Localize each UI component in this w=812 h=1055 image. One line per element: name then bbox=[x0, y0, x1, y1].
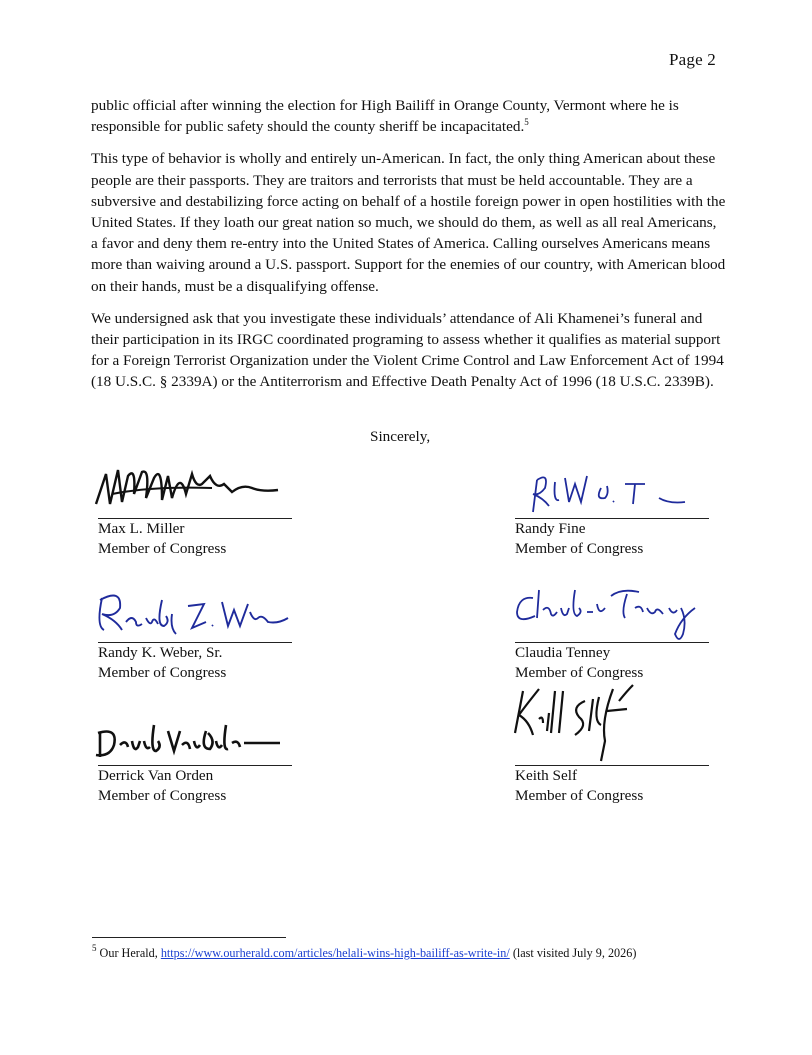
signature-derrick-van-orden bbox=[92, 701, 292, 771]
signature-keith-self bbox=[509, 681, 709, 771]
footnote-visited: (last visited July 9, 2026) bbox=[512, 946, 637, 960]
footnote bbox=[92, 945, 742, 961]
signer-title: Member of Congress bbox=[515, 540, 644, 557]
signature-block-1 bbox=[98, 462, 298, 559]
paragraph-1 bbox=[91, 95, 727, 137]
signature-block-3 bbox=[98, 586, 298, 683]
signature-claudia-tenney bbox=[509, 568, 709, 648]
signature-max-miller bbox=[92, 454, 292, 524]
paragraph-3: We undersigned ask that you investigate these individuals’ attendance of Ali Khamenei’s funeral and their participation in its IRGC coordinated programing to assess whether it qualifies as material support for a Foreign Terrorist Organization under the Violent Crime Control and Law Enforcement Act of 1994 (18 U.S.C. § 2339A) or the Antiterrorism and Effective Death Penalty Act of 1996 (18 U.S.C. 2339B). bbox=[91, 309, 724, 391]
signer-title: Member of Congress bbox=[515, 787, 644, 804]
signer-name: Randy Fine bbox=[515, 520, 586, 537]
signer-name: Derrick Van Orden bbox=[98, 767, 214, 784]
footnote-divider bbox=[92, 937, 286, 938]
signer-title: Member of Congress bbox=[98, 540, 227, 557]
signer-name: Max L. Miller bbox=[98, 520, 185, 537]
footnote-link[interactable]: https://www.ourherald.com/articles/helali-wins-high-bailiff-as-write-in/ bbox=[160, 946, 510, 960]
signature-block-2 bbox=[515, 462, 715, 559]
signer-name: Keith Self bbox=[515, 767, 578, 784]
signature-block-6 bbox=[515, 709, 715, 806]
signature-randy-fine bbox=[509, 454, 709, 524]
signer-title: Member of Congress bbox=[98, 664, 227, 681]
page-number: Page 2 bbox=[669, 50, 716, 69]
signature-randy-weber bbox=[92, 578, 292, 648]
footnote-source: Our Herald, bbox=[99, 946, 158, 960]
signer-title: Member of Congress bbox=[98, 787, 227, 804]
signer-name: Claudia Tenney bbox=[515, 644, 611, 661]
signer-name: Randy K. Weber, Sr. bbox=[98, 644, 223, 661]
letter-body bbox=[91, 95, 727, 404]
paragraph-2: This type of behavior is wholly and entirely un-American. In fact, the only thing American about these people are their passports. They are traitors and terrorists that must be held accountable. They are a subversive and destabilizing force acting on behalf of a hostile foreign power in open hostilities with the United States. If they loath our great nation so much, we should do them, as well as all real Americans, a favor and deny them re-entry into the United States of America. Calling ourselves Americans means more than waiving around a U.S. passport. Support for the enemies of our country, with American blood on their hands, must be a disqualifying offense. bbox=[91, 150, 726, 295]
closing-salutation: Sincerely, bbox=[370, 428, 431, 445]
signer-title: Member of Congress bbox=[515, 664, 644, 681]
paragraph-1-text: public official after winning the election for High Bailiff in Orange County, Vermont where he is responsible for public safety should the county sheriff be incapacitated. bbox=[91, 97, 679, 136]
signature-block-5 bbox=[98, 709, 298, 806]
footnote-number: 5 bbox=[92, 943, 97, 953]
footnote-reference[interactable]: 5 bbox=[524, 117, 529, 128]
signature-block-4 bbox=[515, 586, 715, 683]
